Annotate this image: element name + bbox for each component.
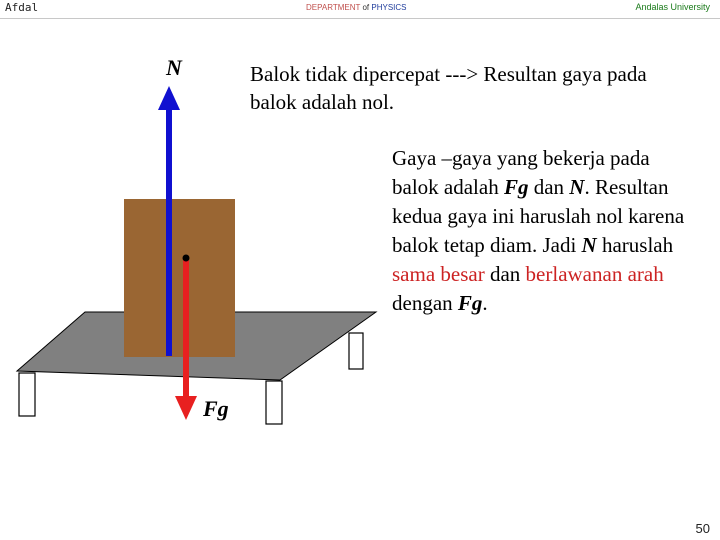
explanation-part: dengan (392, 291, 458, 315)
fg-symbol: Fg (457, 291, 483, 315)
weight-force-label: Fg (203, 396, 229, 421)
table-leg-right (349, 333, 363, 369)
explanation-text (392, 144, 692, 318)
university-label: Andalas University (635, 2, 710, 12)
normal-force-label: N (166, 55, 182, 80)
physics-word: PHYSICS (371, 3, 407, 12)
department-word: DEPARTMENT (306, 3, 361, 12)
highlight-opposite-direction: berlawanan arah (525, 262, 664, 286)
explanation-part: dan (484, 262, 526, 286)
author-label: Afdal (5, 1, 39, 14)
page-number: 50 (695, 521, 710, 536)
table-leg-front (266, 381, 282, 424)
explanation-part: . Resultan kedua gaya ini haruslah nol karena balok tetap diam. Jadi (392, 175, 685, 257)
of-word: of (362, 3, 370, 12)
explanation-part: . (482, 291, 488, 315)
explanation-part: haruslah (596, 233, 674, 257)
block (124, 199, 235, 357)
fg-symbol: Fg (503, 175, 529, 199)
explanation-part: dan (528, 175, 570, 199)
explanation-part: Gaya –gaya yang bekerja pada balok adalah (392, 146, 650, 199)
n-symbol: N (569, 175, 585, 199)
n-symbol: N (581, 233, 597, 257)
statement-text: Balok tidak dipercepat ---> Resultan gaya pada balok adalah nol. (250, 62, 647, 114)
center-of-mass-dot (183, 255, 190, 262)
table-leg-left (19, 373, 35, 416)
highlight-equal-magnitude: sama besar (392, 262, 485, 286)
